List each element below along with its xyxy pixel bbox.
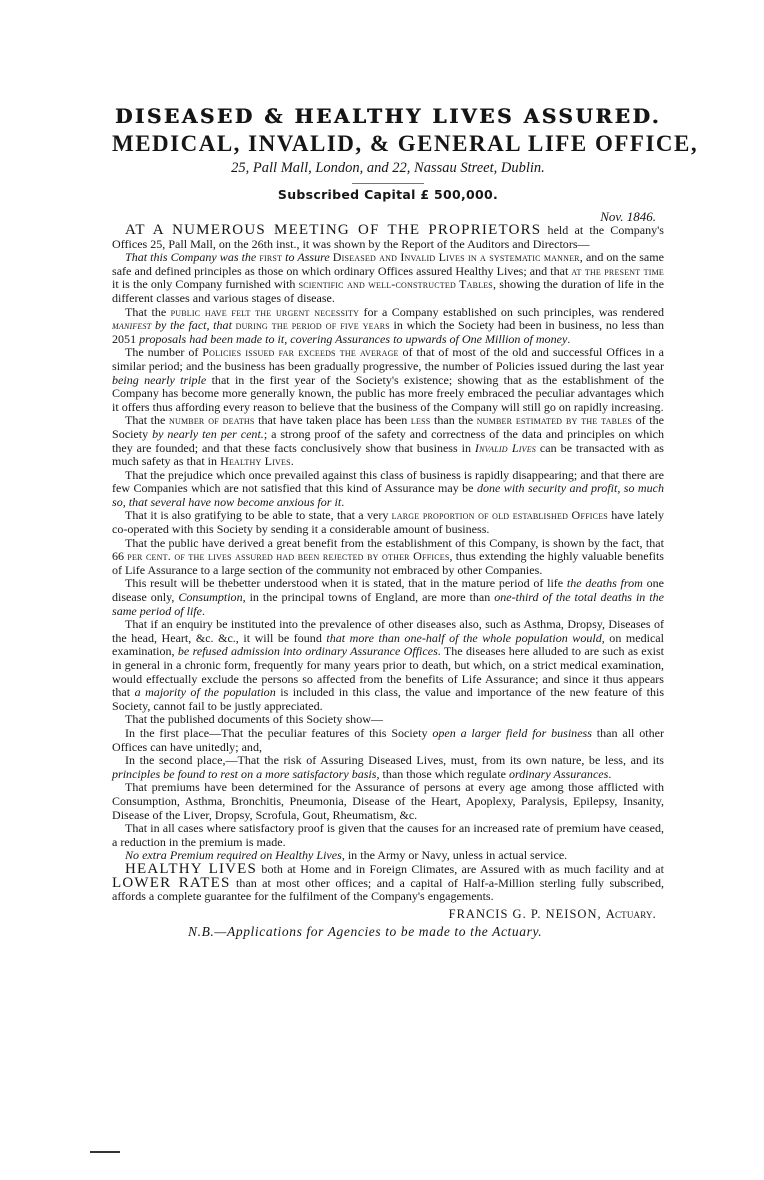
- paragraph-meeting: AT A NUMEROUS MEETING OF THE PROPRIETORS held at the Company's Offices 25, Pall Mall, on the 26th inst., it was shown by the Report of the Auditors and Directors—: [112, 222, 664, 251]
- actuary-name: FRANCIS G. P. NEISON,: [448, 906, 602, 921]
- paragraph-second-place: In the second place,—That the risk of Assuring Diseased Lives, must, from its own nature, be less, and its principles be found to rest on a more satisfactory basis, than those which regulate ordinary Assurances.: [112, 753, 664, 781]
- paragraph-cooperation: That it is also gratifying to be able to state, that a very large proportion of old established Offices have lately co-operated with this Society by sending it a considerable amount of business.: [112, 508, 664, 537]
- paragraph-consumption: This result will be thebetter understood when it is stated, that in the mature period of life the deaths from one disease only, Consumption, in the principal towns of England, are more than one-third of the total deaths in the same period of life.: [112, 576, 664, 618]
- agencies-note: N.B.—Applications for Agencies to be made to the Actuary.: [188, 923, 543, 939]
- notice-body: [112, 224, 664, 904]
- paragraph-first-place: In the first place—That the peculiar features of this Society open a larger field for business than all other Offices can have unitedly; and,: [112, 725, 664, 754]
- office-address: 25, Pall Mall, London, and 22, Nassau Street, Dublin.: [231, 160, 545, 176]
- title-divider: [352, 183, 424, 184]
- paragraph-documents-show: That the published documents of this Society show—: [125, 712, 383, 727]
- subscribed-capital: Subscribed Capital £ 500,000.: [277, 187, 499, 202]
- paragraph-first-company: That this Company was the first to Assure Diseased and Invalid Lives in a systematic manner, and on the same safe and defined principles as those on which ordinary Offices assured Healthy Lives; and that at the present time it is the only Company furnished with scientific and well-constructed Tables, showing the duration of life in the different classes and various stages of disease.: [112, 250, 664, 305]
- paragraph-deaths: That the number of deaths that have taken place has been less than the number estimated by the tables of the Society by nearly ten per cent.; a strong proof of the safety and correctness of the data and principles on which they are founded; and that these facts conclusively show that business in Invalid Lives can be transacted with as much safety as that in Healthy Lives.: [112, 413, 664, 469]
- paragraph-reduction: That in all cases where satisfactory proof is given that the causes for an increased rate of premium have ceased, a reduction in the premium is made.: [112, 821, 664, 849]
- advertisement-column: [112, 104, 699, 940]
- office-title: MEDICAL, INVALID, & GENERAL LIFE OFFICE,: [112, 131, 699, 156]
- footer-rule: [90, 1151, 120, 1153]
- notice-date: Nov. 1846.: [600, 209, 656, 224]
- main-title: DISEASED & HEALTHY LIVES ASSURED.: [114, 104, 662, 128]
- actuary-signature: [112, 907, 656, 922]
- paragraph-rejected-lives: That the public have derived a great benefit from the establishment of this Company, is shown by the fact, that 66 per cent. of the lives assured had been rejected by other Offices, thus extending the highly valuable benefits of Life Assurance to a large section of the community not embraced by other Companies.: [112, 535, 664, 577]
- paragraph-healthy-lives: HEALTHY LIVES both at Home and in Foreign Climates, are Assured with as much facility and at LOWER RATES than at most other offices; and a capital of Half-a-Million sterling fully subscribed, affords a complete guarantee for the fulfilment of the Company's engagements.: [112, 860, 664, 904]
- paragraph-no-extra-premium: No extra Premium required on Healthy Lives, in the Army or Navy, unless in actual service.: [125, 848, 568, 863]
- paragraph-policies: The number of Policies issued far exceeds the average of that of most of the old and successful Offices in a similar period; and the business has been gradually progressive, the number of Policies issued during the last year being nearly triple that in the first year of the Society's existence; showing that as the establishment of the Company has become more generally known, the public has more freely embraced the peculiar advantages which it offers thus affording every reason to believe that the business of the Company will still go on rapidly increasing.: [112, 345, 665, 414]
- actuary-role: Actuary.: [605, 906, 656, 921]
- paragraph-premiums: That premiums have been determined for the Assurance of persons at every age among those afflicted with Consumption, Asthma, Bronchitis, Pneumonia, Disease of the Heart, Apoplexy, Paralysis, Epilepsy, Insanity, Disease of the Liver, Dropsy, Scrofula, Gout, Rheumatism, &c.: [112, 780, 664, 822]
- paragraph-public-necessity: That the public have felt the urgent necessity for a Company established on such principles, was rendered manifest by the fact, that during the period of five years in which the Society had been in business, no less than 2051 proposals had been made to it, covering Assurances to upwards of One Million of money.: [112, 304, 664, 346]
- paragraph-prejudice: That the prejudice which once prevailed against this class of business is rapidly disappearing; and that there are few Companies which are not satisfied that this kind of Assurance may be done with security and profit, so much so, that several have now become anxious for it.: [112, 467, 664, 509]
- paragraph-other-diseases: That if an enquiry be instituted into the prevalence of other diseases also, such as Asthma, Dropsy, Diseases of the head, Heart, &c. &c., it will be found that more than one-half of the whole population would, on medical examination, be refused admission into ordinary Assurance Offices. The diseases here alluded to are such as exist in general in a chronic form, frequently for many years prior to death, but which, on a strict medical examination, would effectually exclude the persons so affected from the benefits of Life Assurance; and since it thus appears that a majority of the population is included in this class, the value and importance of the new feature of this Society, cannot fail to be justly appreciated.: [112, 617, 665, 713]
